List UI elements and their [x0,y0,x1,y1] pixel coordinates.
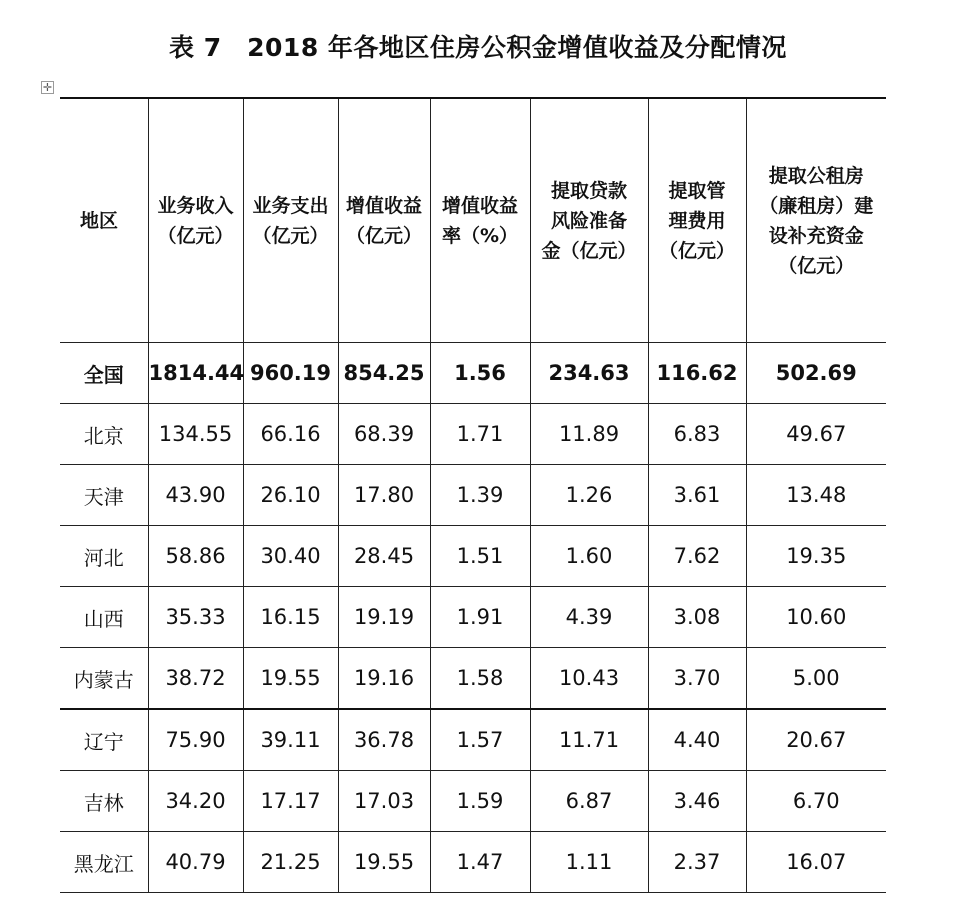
cell-mgmt-fee: 4.40 [648,709,746,771]
cell-region: 河北 [60,526,148,587]
header-loan-risk-line-2: 风险准备 [550,209,627,232]
table-row-national-total [60,343,886,404]
cell-gain-rate: 1.57 [430,709,530,771]
cell-income: 40.79 [148,832,243,893]
cell-loan-risk: 11.89 [530,404,648,465]
table-move-handle-icon[interactable]: ✛ [42,81,53,94]
table-title: 表 7 2018 年各地区住房公积金增值收益及分配情况 [169,33,787,62]
cell-region: 山西 [60,587,148,648]
cell-public-housing: 19.35 [746,526,886,587]
cell-value-gain: 19.55 [338,832,430,893]
cell-expense: 960.19 [243,343,338,404]
cell-value-gain: 19.16 [338,648,430,710]
cell-expense: 39.11 [243,709,338,771]
cell-income: 75.90 [148,709,243,771]
cell-expense: 30.40 [243,526,338,587]
header-public-housing-line-1: 提取公租房 [768,164,864,187]
cell-public-housing: 20.67 [746,709,886,771]
cell-expense: 17.17 [243,771,338,832]
header-mgmt-fee [648,98,746,343]
table-row [60,709,886,771]
header-value-gain-line-1: 增值收益 [345,194,422,217]
cell-income: 43.90 [148,465,243,526]
cell-value-gain: 19.19 [338,587,430,648]
cell-income: 38.72 [148,648,243,710]
cell-income: 58.86 [148,526,243,587]
header-value-gain [338,98,430,343]
cell-public-housing: 502.69 [746,343,886,404]
cell-value-gain: 28.45 [338,526,430,587]
header-public-housing-line-2: （廉租房）建 [759,194,874,217]
cell-public-housing: 6.70 [746,771,886,832]
header-expense-line-1: 业务支出 [252,194,329,217]
cell-loan-risk: 11.71 [530,709,648,771]
header-expense-line-2: （亿元） [252,224,329,247]
header-public-housing [746,98,886,343]
cell-gain-rate: 1.39 [430,465,530,526]
cell-gain-rate: 1.47 [430,832,530,893]
cell-region: 辽宁 [60,709,148,771]
cell-value-gain: 36.78 [338,709,430,771]
header-expense [243,98,338,343]
header-mgmt-fee-line-1: 提取管 [668,179,726,202]
header-public-housing-line-4: （亿元） [778,254,855,277]
cell-region: 天津 [60,465,148,526]
cell-expense: 16.15 [243,587,338,648]
cell-expense: 21.25 [243,832,338,893]
cell-region: 黑龙江 [60,832,148,893]
header-gain-rate [430,98,530,343]
cell-mgmt-fee: 7.62 [648,526,746,587]
cell-mgmt-fee: 3.46 [648,771,746,832]
header-mgmt-fee-line-3: （亿元） [658,239,735,262]
header-mgmt-fee-line-2: 理费用 [668,209,726,232]
table-row [60,832,886,893]
header-gain-rate-line-2: 率（%） [441,224,519,247]
cell-gain-rate: 1.71 [430,404,530,465]
cell-public-housing: 49.67 [746,404,886,465]
cell-region: 全国 [60,343,148,404]
cell-mgmt-fee: 2.37 [648,832,746,893]
housing-fund-table [60,97,886,893]
cell-mgmt-fee: 3.08 [648,587,746,648]
cell-income: 1814.44 [148,343,243,404]
header-region-label: 地区 [80,209,119,232]
cell-loan-risk: 4.39 [530,587,648,648]
header-gain-rate-line-1: 增值收益 [441,194,518,217]
cell-mgmt-fee: 6.83 [648,404,746,465]
table-row [60,404,886,465]
header-loan-risk [530,98,648,343]
cell-expense: 66.16 [243,404,338,465]
cell-mgmt-fee: 3.61 [648,465,746,526]
cell-loan-risk: 1.26 [530,465,648,526]
cell-public-housing: 13.48 [746,465,886,526]
cell-gain-rate: 1.58 [430,648,530,710]
header-region [60,98,148,343]
cell-public-housing: 10.60 [746,587,886,648]
cell-region: 吉林 [60,771,148,832]
cell-expense: 19.55 [243,648,338,710]
cell-income: 134.55 [148,404,243,465]
cell-public-housing: 16.07 [746,832,886,893]
cell-income: 35.33 [148,587,243,648]
cell-public-housing: 5.00 [746,648,886,710]
cell-loan-risk: 10.43 [530,648,648,710]
table-row [60,526,886,587]
cell-gain-rate: 1.91 [430,587,530,648]
header-income [148,98,243,343]
cell-mgmt-fee: 3.70 [648,648,746,710]
cell-expense: 26.10 [243,465,338,526]
cell-value-gain: 17.03 [338,771,430,832]
table-row [60,587,886,648]
cell-value-gain: 17.80 [338,465,430,526]
cell-gain-rate: 1.51 [430,526,530,587]
header-income-line-2: （亿元） [157,224,234,247]
cell-loan-risk: 6.87 [530,771,648,832]
table-header-row [60,98,886,343]
cell-loan-risk: 234.63 [530,343,648,404]
cell-income: 34.20 [148,771,243,832]
header-income-line-1: 业务收入 [157,194,234,217]
cell-value-gain: 854.25 [338,343,430,404]
table-row [60,771,886,832]
header-value-gain-line-2: （亿元） [345,224,422,247]
header-public-housing-line-3: 设补充资金 [768,224,864,247]
cell-loan-risk: 1.60 [530,526,648,587]
table-row [60,465,886,526]
cell-region: 内蒙古 [60,648,148,710]
header-loan-risk-line-3: 金（亿元） [541,239,637,262]
cell-value-gain: 68.39 [338,404,430,465]
header-loan-risk-line-1: 提取贷款 [550,179,627,202]
cell-gain-rate: 1.56 [430,343,530,404]
cell-loan-risk: 1.11 [530,832,648,893]
table-row [60,648,886,710]
cell-region: 北京 [60,404,148,465]
cell-gain-rate: 1.59 [430,771,530,832]
cell-mgmt-fee: 116.62 [648,343,746,404]
